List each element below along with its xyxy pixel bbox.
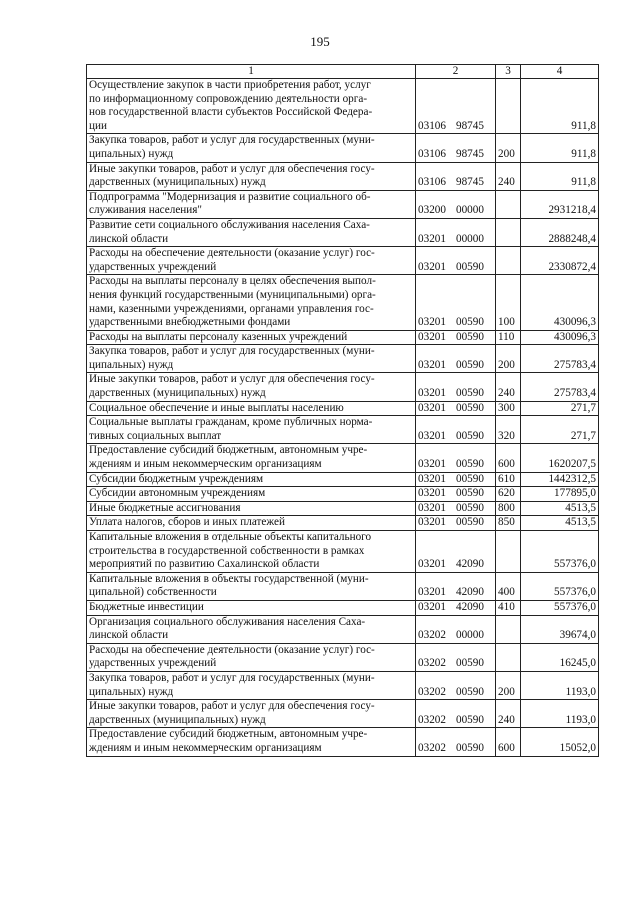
direction-code: 98745 [455, 147, 484, 160]
expense-name-line: ципальных) нужд [89, 358, 174, 371]
expense-name-line: Расходы на обеспечение деятельности (оказание услуг) гос- [89, 247, 375, 260]
expense-type-cell [496, 190, 521, 218]
amount-cell: 1193,0 [521, 671, 599, 699]
expense-type-cell: 110 [496, 330, 521, 345]
direction-code: 42090 [455, 586, 484, 599]
expense-name-cell [87, 162, 416, 190]
page-number: 195 [310, 34, 330, 49]
target-article-code-cell [416, 247, 496, 275]
table-row [87, 671, 599, 699]
expense-type-cell: 610 [496, 472, 521, 487]
expense-name-cell [87, 373, 416, 401]
table-row [87, 728, 599, 756]
amount-cell: 557376,0 [521, 531, 599, 573]
expense-name-line: Субсидии автономным учреждениям [89, 487, 266, 500]
amount-cell: 4513,5 [521, 516, 599, 531]
table-row [87, 218, 599, 246]
expense-name-cell [87, 79, 416, 134]
expense-type-cell: 240 [496, 162, 521, 190]
program-code: 03202 [418, 685, 446, 698]
amount-cell: 911,8 [521, 162, 599, 190]
target-article-code-cell [416, 728, 496, 756]
target-article-code-cell [416, 218, 496, 246]
table-row [87, 79, 599, 134]
expense-type-cell: 320 [496, 416, 521, 444]
program-code: 03201 [418, 429, 446, 442]
expense-type-cell [496, 615, 521, 643]
amount-cell: 557376,0 [521, 572, 599, 600]
amount-cell: 275783,4 [521, 373, 599, 401]
target-article-code-cell [416, 79, 496, 134]
expense-name-cell [87, 572, 416, 600]
table-row [87, 487, 599, 502]
amount-cell: 2931218,4 [521, 190, 599, 218]
expense-name-line: Предоставление субсидий бюджетным, автономным учре- [89, 444, 368, 457]
header-col-amount: 4 [521, 65, 599, 79]
program-code: 03201 [418, 260, 446, 273]
program-code: 03106 [418, 119, 446, 132]
expense-type-cell: 200 [496, 671, 521, 699]
table-row [87, 275, 599, 330]
expense-type-cell [496, 247, 521, 275]
direction-code: 00000 [455, 204, 484, 217]
expense-name-line: мероприятий по развитию Сахалинской области [89, 558, 320, 571]
program-code: 03201 [418, 487, 446, 500]
direction-code: 00590 [455, 316, 484, 329]
expense-name-line: ударственными внебюджетными фондами [89, 316, 291, 329]
expense-name-line: Капитальные вложения в отдельные объекты капитального [89, 531, 372, 543]
expense-name-line: Расходы на выплаты персоналу казенных учреждений [89, 330, 348, 343]
table-row [87, 373, 599, 401]
expense-type-cell: 300 [496, 401, 521, 416]
expense-name-line: Закупка товаров, работ и услуг для государственных (муни- [89, 345, 375, 358]
expense-name-cell [87, 134, 416, 162]
expense-name-cell [87, 501, 416, 516]
direction-code: 00590 [455, 713, 484, 726]
amount-cell: 271,7 [521, 401, 599, 416]
direction-code: 42090 [455, 600, 484, 613]
expense-name-line: ждениям и иным некоммерческим организациям [89, 458, 322, 471]
expense-name-cell [87, 671, 416, 699]
target-article-code-cell [416, 572, 496, 600]
amount-cell: 911,8 [521, 79, 599, 134]
expense-name-line: дарственных (муниципальных) нужд [89, 176, 266, 189]
table-row [87, 615, 599, 643]
amount-cell: 16245,0 [521, 643, 599, 671]
expense-type-cell [496, 218, 521, 246]
expense-name-cell [87, 728, 416, 756]
program-code: 03201 [418, 472, 446, 485]
target-article-code-cell [416, 416, 496, 444]
direction-code: 00590 [455, 741, 484, 754]
amount-cell: 1193,0 [521, 700, 599, 728]
target-article-code-cell [416, 373, 496, 401]
expense-name-cell [87, 416, 416, 444]
expense-type-cell: 240 [496, 373, 521, 401]
program-code: 03201 [418, 586, 446, 599]
expense-type-cell: 850 [496, 516, 521, 531]
expense-name-line: ципальных) нужд [89, 685, 174, 698]
direction-code: 00590 [455, 657, 484, 670]
direction-code: 00000 [455, 629, 484, 642]
program-code: 03201 [418, 558, 446, 571]
expense-name-line: нов государственной власти субъектов Российской Федера- [89, 106, 373, 119]
target-article-code-cell [416, 700, 496, 728]
target-article-code-cell [416, 134, 496, 162]
expense-type-cell: 800 [496, 501, 521, 516]
expense-name-line: Расходы на выплаты персоналу в целях обеспечения выпол- [89, 275, 376, 288]
direction-code: 98745 [455, 176, 484, 189]
program-code: 03201 [418, 232, 446, 245]
program-code: 03201 [418, 516, 446, 529]
expense-name-line: Осуществление закупок в части приобретения работ, услуг [89, 79, 371, 91]
expense-name-cell [87, 444, 416, 472]
expense-name-line: ции [89, 119, 107, 132]
expense-name-line: служивания населения" [89, 204, 202, 217]
expense-type-cell [496, 643, 521, 671]
expense-name-cell [87, 218, 416, 246]
expense-name-cell [87, 516, 416, 531]
budget-table [86, 64, 599, 757]
table-row [87, 162, 599, 190]
expense-name-cell [87, 487, 416, 502]
expense-name-line: нами, казенными учреждениями, органами управления гос- [89, 302, 374, 315]
direction-code: 00590 [455, 472, 484, 485]
table-row [87, 416, 599, 444]
program-code: 03201 [418, 401, 446, 414]
expense-name-line: ударственных учреждений [89, 657, 217, 670]
expense-name-line: Иные закупки товаров, работ и услуг для обеспечения госу- [89, 700, 375, 713]
expense-type-cell: 240 [496, 700, 521, 728]
expense-name-cell [87, 615, 416, 643]
direction-code: 00590 [455, 260, 484, 273]
expense-name-line: дарственных (муниципальных) нужд [89, 713, 266, 726]
expense-name-line: Социальное обеспечение и иные выплаты населению [89, 401, 344, 414]
expense-name-cell [87, 401, 416, 416]
direction-code: 00590 [455, 501, 484, 514]
program-code: 03202 [418, 629, 446, 642]
amount-cell: 271,7 [521, 416, 599, 444]
expense-name-line: тивных социальных выплат [89, 429, 222, 442]
table-row [87, 600, 599, 615]
header-col-csr: 2 [416, 65, 496, 79]
table-row [87, 190, 599, 218]
table-row [87, 401, 599, 416]
table-row [87, 330, 599, 345]
amount-cell: 911,8 [521, 134, 599, 162]
program-code: 03106 [418, 147, 446, 160]
table-row [87, 531, 599, 573]
expense-name-cell [87, 330, 416, 345]
program-code: 03202 [418, 657, 446, 670]
expense-type-cell: 100 [496, 275, 521, 330]
expense-name-line: Уплата налогов, сборов и иных платежей [89, 516, 285, 529]
program-code: 03201 [418, 600, 446, 613]
table-row [87, 472, 599, 487]
direction-code: 00590 [455, 487, 484, 500]
program-code: 03106 [418, 176, 446, 189]
expense-name-line: Предоставление субсидий бюджетным, автономным учре- [89, 728, 368, 741]
table-row [87, 247, 599, 275]
expense-name-line: Иные бюджетные ассигнования [89, 501, 241, 514]
direction-code: 00590 [455, 358, 484, 371]
expense-name-line: Субсидии бюджетным учреждениям [89, 472, 264, 485]
table-row [87, 345, 599, 373]
amount-cell: 430096,3 [521, 275, 599, 330]
expense-name-line: линской области [89, 629, 169, 642]
program-code: 03201 [418, 387, 446, 400]
expense-type-cell: 600 [496, 728, 521, 756]
expense-name-cell [87, 190, 416, 218]
expense-name-line: Бюджетные инвестиции [89, 600, 204, 613]
expense-type-cell [496, 79, 521, 134]
amount-cell: 15052,0 [521, 728, 599, 756]
expense-name-line: Социальные выплаты гражданам, кроме публичных норма- [89, 416, 373, 429]
expense-type-cell [496, 531, 521, 573]
target-article-code-cell [416, 600, 496, 615]
expense-type-cell: 620 [496, 487, 521, 502]
header-col-vr: 3 [496, 65, 521, 79]
expense-name-line: Иные закупки товаров, работ и услуг для обеспечения госу- [89, 373, 375, 386]
table-row [87, 444, 599, 472]
program-code: 03200 [418, 204, 446, 217]
amount-cell: 177895,0 [521, 487, 599, 502]
table-body [87, 79, 599, 757]
expense-name-cell [87, 275, 416, 330]
program-code: 03201 [418, 501, 446, 514]
target-article-code-cell [416, 643, 496, 671]
amount-cell: 1442312,5 [521, 472, 599, 487]
target-article-code-cell [416, 401, 496, 416]
target-article-code-cell [416, 472, 496, 487]
program-code: 03201 [418, 458, 446, 471]
expense-name-line: дарственных (муниципальных) нужд [89, 387, 266, 400]
target-article-code-cell [416, 671, 496, 699]
amount-cell: 4513,5 [521, 501, 599, 516]
expense-type-cell: 410 [496, 600, 521, 615]
table-row [87, 516, 599, 531]
expense-name-cell [87, 345, 416, 373]
direction-code: 00590 [455, 387, 484, 400]
target-article-code-cell [416, 615, 496, 643]
direction-code: 00590 [455, 401, 484, 414]
amount-cell: 2888248,4 [521, 218, 599, 246]
expense-name-line: Закупка товаров, работ и услуг для государственных (муни- [89, 671, 375, 684]
target-article-code-cell [416, 444, 496, 472]
amount-cell: 430096,3 [521, 330, 599, 345]
expense-type-cell: 600 [496, 444, 521, 472]
amount-cell: 275783,4 [521, 345, 599, 373]
table-row [87, 643, 599, 671]
expense-name-line: нения функций государственными (муниципальными) орга- [89, 288, 376, 301]
expense-name-cell [87, 472, 416, 487]
expense-name-line: Иные закупки товаров, работ и услуг для обеспечения госу- [89, 162, 375, 175]
target-article-code-cell [416, 531, 496, 573]
expense-name-line: Подпрограмма "Модернизация и развитие социального об- [89, 190, 371, 203]
target-article-code-cell [416, 487, 496, 502]
table-row [87, 700, 599, 728]
table-header-row [87, 65, 599, 79]
amount-cell: 557376,0 [521, 600, 599, 615]
expense-name-line: ципальных) нужд [89, 147, 174, 160]
program-code: 03201 [418, 316, 446, 329]
expense-name-line: Развитие сети социального обслуживания населения Саха- [89, 218, 370, 231]
direction-code: 00000 [455, 232, 484, 245]
direction-code: 00590 [455, 330, 484, 343]
table-row [87, 572, 599, 600]
expense-type-cell: 200 [496, 345, 521, 373]
expense-name-line: ципальной) собственности [89, 586, 217, 599]
program-code: 03201 [418, 330, 446, 343]
direction-code: 98745 [455, 119, 484, 132]
target-article-code-cell [416, 345, 496, 373]
direction-code: 00590 [455, 429, 484, 442]
expense-name-cell [87, 531, 416, 573]
direction-code: 00590 [455, 685, 484, 698]
amount-cell: 1620207,5 [521, 444, 599, 472]
expense-name-line: Закупка товаров, работ и услуг для государственных (муни- [89, 134, 375, 147]
target-article-code-cell [416, 501, 496, 516]
expense-name-line: Расходы на обеспечение деятельности (оказание услуг) гос- [89, 643, 375, 656]
expense-name-line: Организация социального обслуживания населения Саха- [89, 615, 366, 628]
target-article-code-cell [416, 330, 496, 345]
expense-name-line: по информационному сопровождению деятельности орга- [89, 92, 368, 105]
direction-code: 00590 [455, 516, 484, 529]
target-article-code-cell [416, 275, 496, 330]
target-article-code-cell [416, 190, 496, 218]
program-code: 03202 [418, 713, 446, 726]
program-code: 03202 [418, 741, 446, 754]
program-code: 03201 [418, 358, 446, 371]
expense-name-cell [87, 643, 416, 671]
expense-name-cell [87, 600, 416, 615]
table-row [87, 134, 599, 162]
direction-code: 42090 [455, 558, 484, 571]
expense-name-line: Капитальные вложения в объекты государственной (муни- [89, 572, 369, 585]
target-article-code-cell [416, 162, 496, 190]
expense-name-line: ударственных учреждений [89, 260, 217, 273]
amount-cell: 39674,0 [521, 615, 599, 643]
expense-name-line: ждениям и иным некоммерческим организациям [89, 741, 322, 754]
expense-name-line: строительства в государственной собственности в рамках [89, 544, 365, 557]
table-row [87, 501, 599, 516]
direction-code: 00590 [455, 458, 484, 471]
expense-type-cell: 400 [496, 572, 521, 600]
expense-name-cell [87, 700, 416, 728]
header-col-name: 1 [87, 65, 416, 79]
amount-cell: 2330872,4 [521, 247, 599, 275]
expense-name-cell [87, 247, 416, 275]
target-article-code-cell [416, 516, 496, 531]
expense-type-cell: 200 [496, 134, 521, 162]
expense-name-line: линской области [89, 232, 169, 245]
